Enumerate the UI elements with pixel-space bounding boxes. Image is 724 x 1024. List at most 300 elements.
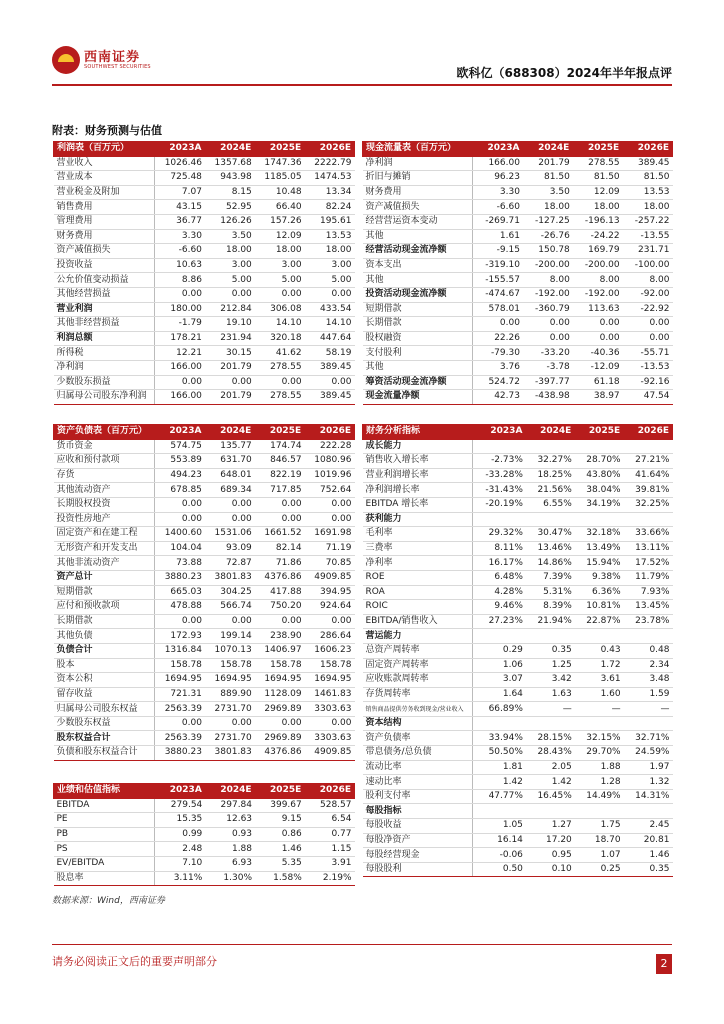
cell-value: 38.97 (573, 390, 623, 405)
row-label: 资产减值损失 (54, 244, 155, 259)
cell-value: 81.50 (523, 171, 573, 186)
row-label: 投资活动现金流净额 (363, 287, 473, 302)
row-label: 应收和预付款项 (54, 454, 155, 469)
row-label: 带息债务/总负债 (363, 746, 473, 761)
table-row (363, 848, 673, 863)
cell-value (624, 512, 673, 527)
cell-value: 1.58% (255, 871, 305, 886)
cell-value: -196.13 (573, 214, 623, 229)
row-label: 资产负债率 (363, 731, 473, 746)
cell-value: 566.74 (205, 600, 255, 615)
cell-value: 18.00 (523, 200, 573, 215)
cell-value: -13.55 (623, 229, 673, 244)
cell-value: 3303.63 (305, 731, 355, 746)
header-year: 2023A (473, 425, 526, 440)
table-row (54, 454, 355, 469)
cell-value: 222.28 (305, 439, 355, 454)
table-row (363, 439, 673, 454)
row-label: 流动比率 (363, 760, 473, 775)
cell-value: — (624, 702, 673, 717)
cell-value: 0.00 (623, 331, 673, 346)
cell-value: 113.63 (573, 302, 623, 317)
logo-emblem-icon (52, 46, 80, 74)
table-row (54, 527, 355, 542)
table-row (363, 600, 673, 615)
cell-value: 3801.83 (205, 746, 255, 761)
cell-value: 23.78% (624, 614, 673, 629)
header-label: 利润表（百万元） (54, 142, 155, 157)
cell-value: 0.95 (526, 848, 575, 863)
row-label: 所得税 (54, 346, 155, 361)
cell-value: 389.45 (305, 390, 355, 405)
cell-value: 82.24 (305, 200, 355, 215)
cell-value (624, 804, 673, 819)
table-row (363, 214, 673, 229)
row-label: 营业税金及附加 (54, 185, 155, 200)
cell-value: 172.93 (155, 629, 205, 644)
cell-value: 286.64 (305, 629, 355, 644)
table-row (363, 804, 673, 819)
cell-value: 389.45 (305, 360, 355, 375)
cell-value: 3.07 (473, 673, 526, 688)
table-row (54, 731, 355, 746)
row-label: 其他 (363, 273, 473, 288)
cell-value: 8.39% (526, 600, 575, 615)
cell-value: 1691.98 (305, 527, 355, 542)
table-row (363, 541, 673, 556)
cell-value: 10.63 (155, 258, 205, 273)
cell-value (526, 439, 575, 454)
cell-value: 846.57 (255, 454, 305, 469)
cell-value: 30.15 (205, 346, 255, 361)
row-label: 股息率 (54, 871, 155, 886)
cell-value: 21.56% (526, 483, 575, 498)
cell-value: 1.72 (575, 658, 624, 673)
cell-value: 20.81 (624, 833, 673, 848)
cell-value: -360.79 (523, 302, 573, 317)
cell-value: 297.84 (205, 798, 255, 813)
row-label: 少数股东权益 (54, 716, 155, 731)
table-row (363, 171, 673, 186)
cell-value (526, 716, 575, 731)
data-source-note: 数据来源：Wind，西南证券 (52, 896, 165, 906)
cell-value: 678.85 (155, 483, 205, 498)
table-row (54, 673, 355, 688)
cell-value: 71.19 (305, 541, 355, 556)
cell-value: -2.73% (473, 454, 526, 469)
table-row (363, 585, 673, 600)
table-row (363, 468, 673, 483)
cell-value: 717.85 (255, 483, 305, 498)
cell-value: 5.35 (255, 856, 305, 871)
cell-value: 399.67 (255, 798, 305, 813)
table-row (54, 287, 355, 302)
cell-value (473, 716, 526, 731)
cell-value: 3.48 (624, 673, 673, 688)
row-label: 固定资产和在建工程 (54, 527, 155, 542)
table-row (363, 375, 673, 390)
row-label: 财务费用 (363, 185, 473, 200)
cell-value: 28.70% (575, 454, 624, 469)
cell-value: 0.00 (573, 317, 623, 332)
cell-value: 278.55 (255, 390, 305, 405)
cell-value: 14.31% (624, 789, 673, 804)
cell-value: 32.27% (526, 454, 575, 469)
cell-value: 70.85 (305, 556, 355, 571)
row-label: 营业收入 (54, 156, 155, 171)
table-row (363, 302, 673, 317)
cell-value: -12.09 (573, 360, 623, 375)
table-row (54, 302, 355, 317)
cell-value: -9.15 (473, 244, 523, 259)
cell-value: 1474.53 (305, 171, 355, 186)
cell-value: 0.00 (155, 287, 205, 302)
cell-value: 0.00 (255, 716, 305, 731)
table-row (54, 856, 355, 871)
cell-value: 279.54 (155, 798, 206, 813)
cell-value: 0.00 (155, 375, 205, 390)
row-label: 营业成本 (54, 171, 155, 186)
table-row (363, 702, 673, 717)
cell-value: -33.28% (473, 468, 526, 483)
cell-value: 2563.39 (155, 731, 205, 746)
cell-value: 689.34 (205, 483, 255, 498)
header-year: 2023A (473, 142, 523, 157)
cell-value: 4.28% (473, 585, 526, 600)
cell-value: -26.76 (523, 229, 573, 244)
table-row (54, 360, 355, 375)
header-label: 财务分析指标 (363, 425, 473, 440)
table-row (54, 570, 355, 585)
cell-value: -474.67 (473, 287, 523, 302)
cell-value: 394.95 (305, 585, 355, 600)
cell-value: 665.03 (155, 585, 205, 600)
cell-value: 158.78 (205, 658, 255, 673)
cell-value: — (526, 702, 575, 717)
row-label: 公允价值变动损益 (54, 273, 155, 288)
cell-value (473, 629, 526, 644)
row-label: 净利润增长率 (363, 483, 473, 498)
cell-value: 43.15 (155, 200, 205, 215)
cell-value: 3.11% (155, 871, 206, 886)
cell-value: 0.00 (205, 512, 255, 527)
cell-value: 0.00 (473, 317, 523, 332)
table-row (54, 214, 355, 229)
cell-value: 1.46 (255, 842, 305, 857)
cell-value: 0.43 (575, 643, 624, 658)
cell-value: 1.63 (526, 687, 575, 702)
row-label: 少数股东损益 (54, 375, 155, 390)
cell-value (526, 804, 575, 819)
cell-value: 3303.63 (305, 702, 355, 717)
cell-value: 17.20 (526, 833, 575, 848)
row-label: ROA (363, 585, 473, 600)
cell-value: 1.59 (624, 687, 673, 702)
cell-value: 1747.36 (255, 156, 305, 171)
table-row (363, 716, 673, 731)
table-row (54, 229, 355, 244)
header-year: 2026E (305, 784, 355, 799)
cell-value: 3880.23 (155, 570, 205, 585)
row-label: 其他非流动资产 (54, 556, 155, 571)
cell-value: -33.20 (523, 346, 573, 361)
cell-value: 7.39% (526, 570, 575, 585)
cell-value: 0.00 (305, 512, 355, 527)
table-row (54, 746, 355, 761)
cell-value: 50.50% (473, 746, 526, 761)
cell-value: 1531.06 (205, 527, 255, 542)
cell-value: -92.16 (623, 375, 673, 390)
cell-value: 1694.95 (255, 673, 305, 688)
cell-value: 1070.13 (205, 643, 255, 658)
row-label: 三费率 (363, 541, 473, 556)
cell-value: -3.78 (523, 360, 573, 375)
cell-value: 721.31 (155, 687, 205, 702)
cell-value: 14.49% (575, 789, 624, 804)
cell-value: 71.86 (255, 556, 305, 571)
row-label: 营业利润增长率 (363, 468, 473, 483)
row-label: 资本公积 (54, 673, 155, 688)
cell-value: 47.54 (623, 390, 673, 405)
row-label: EV/EBITDA (54, 856, 155, 871)
header-label: 资产负债表（百万元） (54, 425, 155, 440)
footer-divider (52, 944, 672, 945)
cell-value: 1606.23 (305, 643, 355, 658)
cell-value: 12.21 (155, 346, 205, 361)
cell-value: 1.05 (473, 819, 526, 834)
cell-value: 52.95 (205, 200, 255, 215)
cell-value: 135.77 (205, 439, 255, 454)
cell-value: 0.50 (473, 862, 526, 877)
table-row (363, 833, 673, 848)
row-label: 销售收入增长率 (363, 454, 473, 469)
cell-value: 66.89% (473, 702, 526, 717)
table-row (363, 497, 673, 512)
cell-value: 47.77% (473, 789, 526, 804)
cell-value: 0.00 (255, 614, 305, 629)
header-year: 2023A (155, 784, 206, 799)
row-label: PE (54, 813, 155, 828)
cell-value: 195.61 (305, 214, 355, 229)
cell-value: 0.35 (624, 862, 673, 877)
cell-value: 0.00 (305, 614, 355, 629)
cell-value: 8.00 (623, 273, 673, 288)
table-row (54, 273, 355, 288)
cell-value: 0.00 (255, 497, 305, 512)
cell-value: 0.10 (526, 862, 575, 877)
cell-value: 752.64 (305, 483, 355, 498)
balance-sheet-table (53, 424, 355, 761)
table-row (54, 439, 355, 454)
cell-value: 0.00 (205, 287, 255, 302)
cell-value: 9.46% (473, 600, 526, 615)
table-row (363, 331, 673, 346)
row-label: 筹资活动现金流净额 (363, 375, 473, 390)
row-label: 短期借款 (363, 302, 473, 317)
cell-value: 0.00 (255, 287, 305, 302)
table-row (363, 390, 673, 405)
cell-value: 1080.96 (305, 454, 355, 469)
table-row (363, 862, 673, 877)
cell-value: 18.00 (305, 244, 355, 259)
header-year: 2024E (523, 142, 573, 157)
row-label: 其他 (363, 360, 473, 375)
cell-value: 12.63 (205, 813, 255, 828)
row-label: 经营营运资本变动 (363, 214, 473, 229)
cell-value: 13.46% (526, 541, 575, 556)
cell-value: 82.14 (255, 541, 305, 556)
row-label: 长期借款 (54, 614, 155, 629)
cell-value: 3880.23 (155, 746, 205, 761)
cell-value: 3.50 (523, 185, 573, 200)
cell-value: 1.75 (575, 819, 624, 834)
cell-value: 1694.95 (205, 673, 255, 688)
cell-value: 0.00 (305, 287, 355, 302)
cell-value: -1.79 (155, 317, 205, 332)
row-label: 总资产周转率 (363, 643, 473, 658)
cell-value: 0.00 (255, 512, 305, 527)
row-label: 其他非经营损益 (54, 317, 155, 332)
cell-value: 478.88 (155, 600, 205, 615)
logo-text-cn: 西南证券 (84, 50, 141, 65)
cell-value: 1.28 (575, 775, 624, 790)
cell-value: 33.94% (473, 731, 526, 746)
cell-value: 13.34 (305, 185, 355, 200)
header-year: 2026E (305, 142, 355, 157)
cell-value: 0.00 (205, 375, 255, 390)
cell-value: 4376.86 (255, 746, 305, 761)
cell-value: 320.18 (255, 331, 305, 346)
row-label: ROIC (363, 600, 473, 615)
table-row (54, 375, 355, 390)
cell-value: 0.48 (624, 643, 673, 658)
row-label: 销售商品提供劳务收到现金/营业收入 (363, 702, 473, 717)
cell-value: 0.00 (623, 317, 673, 332)
table-row (363, 346, 673, 361)
table-row (54, 600, 355, 615)
table-row (363, 643, 673, 658)
row-label: 每股经营现金 (363, 848, 473, 863)
cell-value: 0.00 (155, 497, 205, 512)
cell-value: 0.35 (526, 643, 575, 658)
cell-value: -31.43% (473, 483, 526, 498)
table-row (363, 570, 673, 585)
cell-value: 0.00 (523, 331, 573, 346)
cell-value: 18.00 (623, 200, 673, 215)
row-label: 长期借款 (363, 317, 473, 332)
row-label: 营业利润 (54, 302, 155, 317)
cell-value: 166.00 (155, 360, 205, 375)
table-row (363, 200, 673, 215)
disclaimer-text: 请务必阅读正文后的重要声明部分 (52, 955, 217, 968)
cell-value: 2.19% (305, 871, 355, 886)
cell-value: -100.00 (623, 258, 673, 273)
table-row (363, 512, 673, 527)
cell-value: 3.00 (255, 258, 305, 273)
cell-value: 2.48 (155, 842, 206, 857)
cell-value: -397.77 (523, 375, 573, 390)
cell-value: 1128.09 (255, 687, 305, 702)
table-header-row (363, 142, 673, 157)
cell-value: 158.78 (255, 658, 305, 673)
cell-value: 1406.97 (255, 643, 305, 658)
cell-value: 0.00 (305, 375, 355, 390)
cell-value: 7.07 (155, 185, 205, 200)
row-label: EBITDA 增长率 (363, 497, 473, 512)
cell-value: 16.14 (473, 833, 526, 848)
table-row (54, 871, 355, 886)
row-label: 股东权益合计 (54, 731, 155, 746)
valuation-metrics-table (53, 783, 355, 886)
cell-value: 1357.68 (205, 156, 255, 171)
cell-value: 30.47% (526, 527, 575, 542)
cell-value: -319.10 (473, 258, 523, 273)
cell-value: 2969.89 (255, 731, 305, 746)
cell-value: -6.60 (473, 200, 523, 215)
cell-value: 5.00 (205, 273, 255, 288)
cell-value: -20.19% (473, 497, 526, 512)
table-row (363, 454, 673, 469)
cell-value: 12.09 (573, 185, 623, 200)
cell-value: 574.75 (155, 439, 205, 454)
cell-value: 58.19 (305, 346, 355, 361)
cell-value: 4909.85 (305, 570, 355, 585)
table-row (363, 527, 673, 542)
cell-value: 528.57 (305, 798, 355, 813)
cell-value: 0.93 (205, 827, 255, 842)
cell-value: 38.04% (575, 483, 624, 498)
row-label: EBITDA (54, 798, 155, 813)
cell-value: 278.55 (255, 360, 305, 375)
header-year: 2023A (155, 425, 205, 440)
cashflow-statement-table (362, 141, 673, 405)
cell-value: 27.21% (624, 454, 673, 469)
cell-value: 1.27 (526, 819, 575, 834)
row-label: 负债和股东权益合计 (54, 746, 155, 761)
cell-value: 1.60 (575, 687, 624, 702)
cell-value: 1.06 (473, 658, 526, 673)
page-number: 2 (656, 954, 672, 974)
table-header-row (54, 425, 355, 440)
cell-value: 61.18 (573, 375, 623, 390)
row-label: 股权融资 (363, 331, 473, 346)
row-label: 现金流量净额 (363, 390, 473, 405)
header-year: 2026E (305, 425, 355, 440)
cell-value (575, 716, 624, 731)
header-year: 2024E (526, 425, 575, 440)
cell-value: 1.07 (575, 848, 624, 863)
cell-value: 1.25 (526, 658, 575, 673)
cell-value: 36.77 (155, 214, 205, 229)
row-label: 其他 (363, 229, 473, 244)
table-row (54, 556, 355, 571)
row-label: 归属母公司股东权益 (54, 702, 155, 717)
header-year: 2025E (575, 425, 624, 440)
cell-value: 158.78 (305, 658, 355, 673)
table-row (363, 258, 673, 273)
row-label: 营运能力 (363, 629, 473, 644)
cell-value: 3.61 (575, 673, 624, 688)
cell-value: 1.81 (473, 760, 526, 775)
cell-value: 0.99 (155, 827, 206, 842)
table-row (54, 258, 355, 273)
cell-value: 180.00 (155, 302, 205, 317)
row-label: 成长能力 (363, 439, 473, 454)
cell-value: 13.45% (624, 600, 673, 615)
row-label: 存货周转率 (363, 687, 473, 702)
cell-value: 29.32% (473, 527, 526, 542)
row-label: 折旧与摊销 (363, 171, 473, 186)
